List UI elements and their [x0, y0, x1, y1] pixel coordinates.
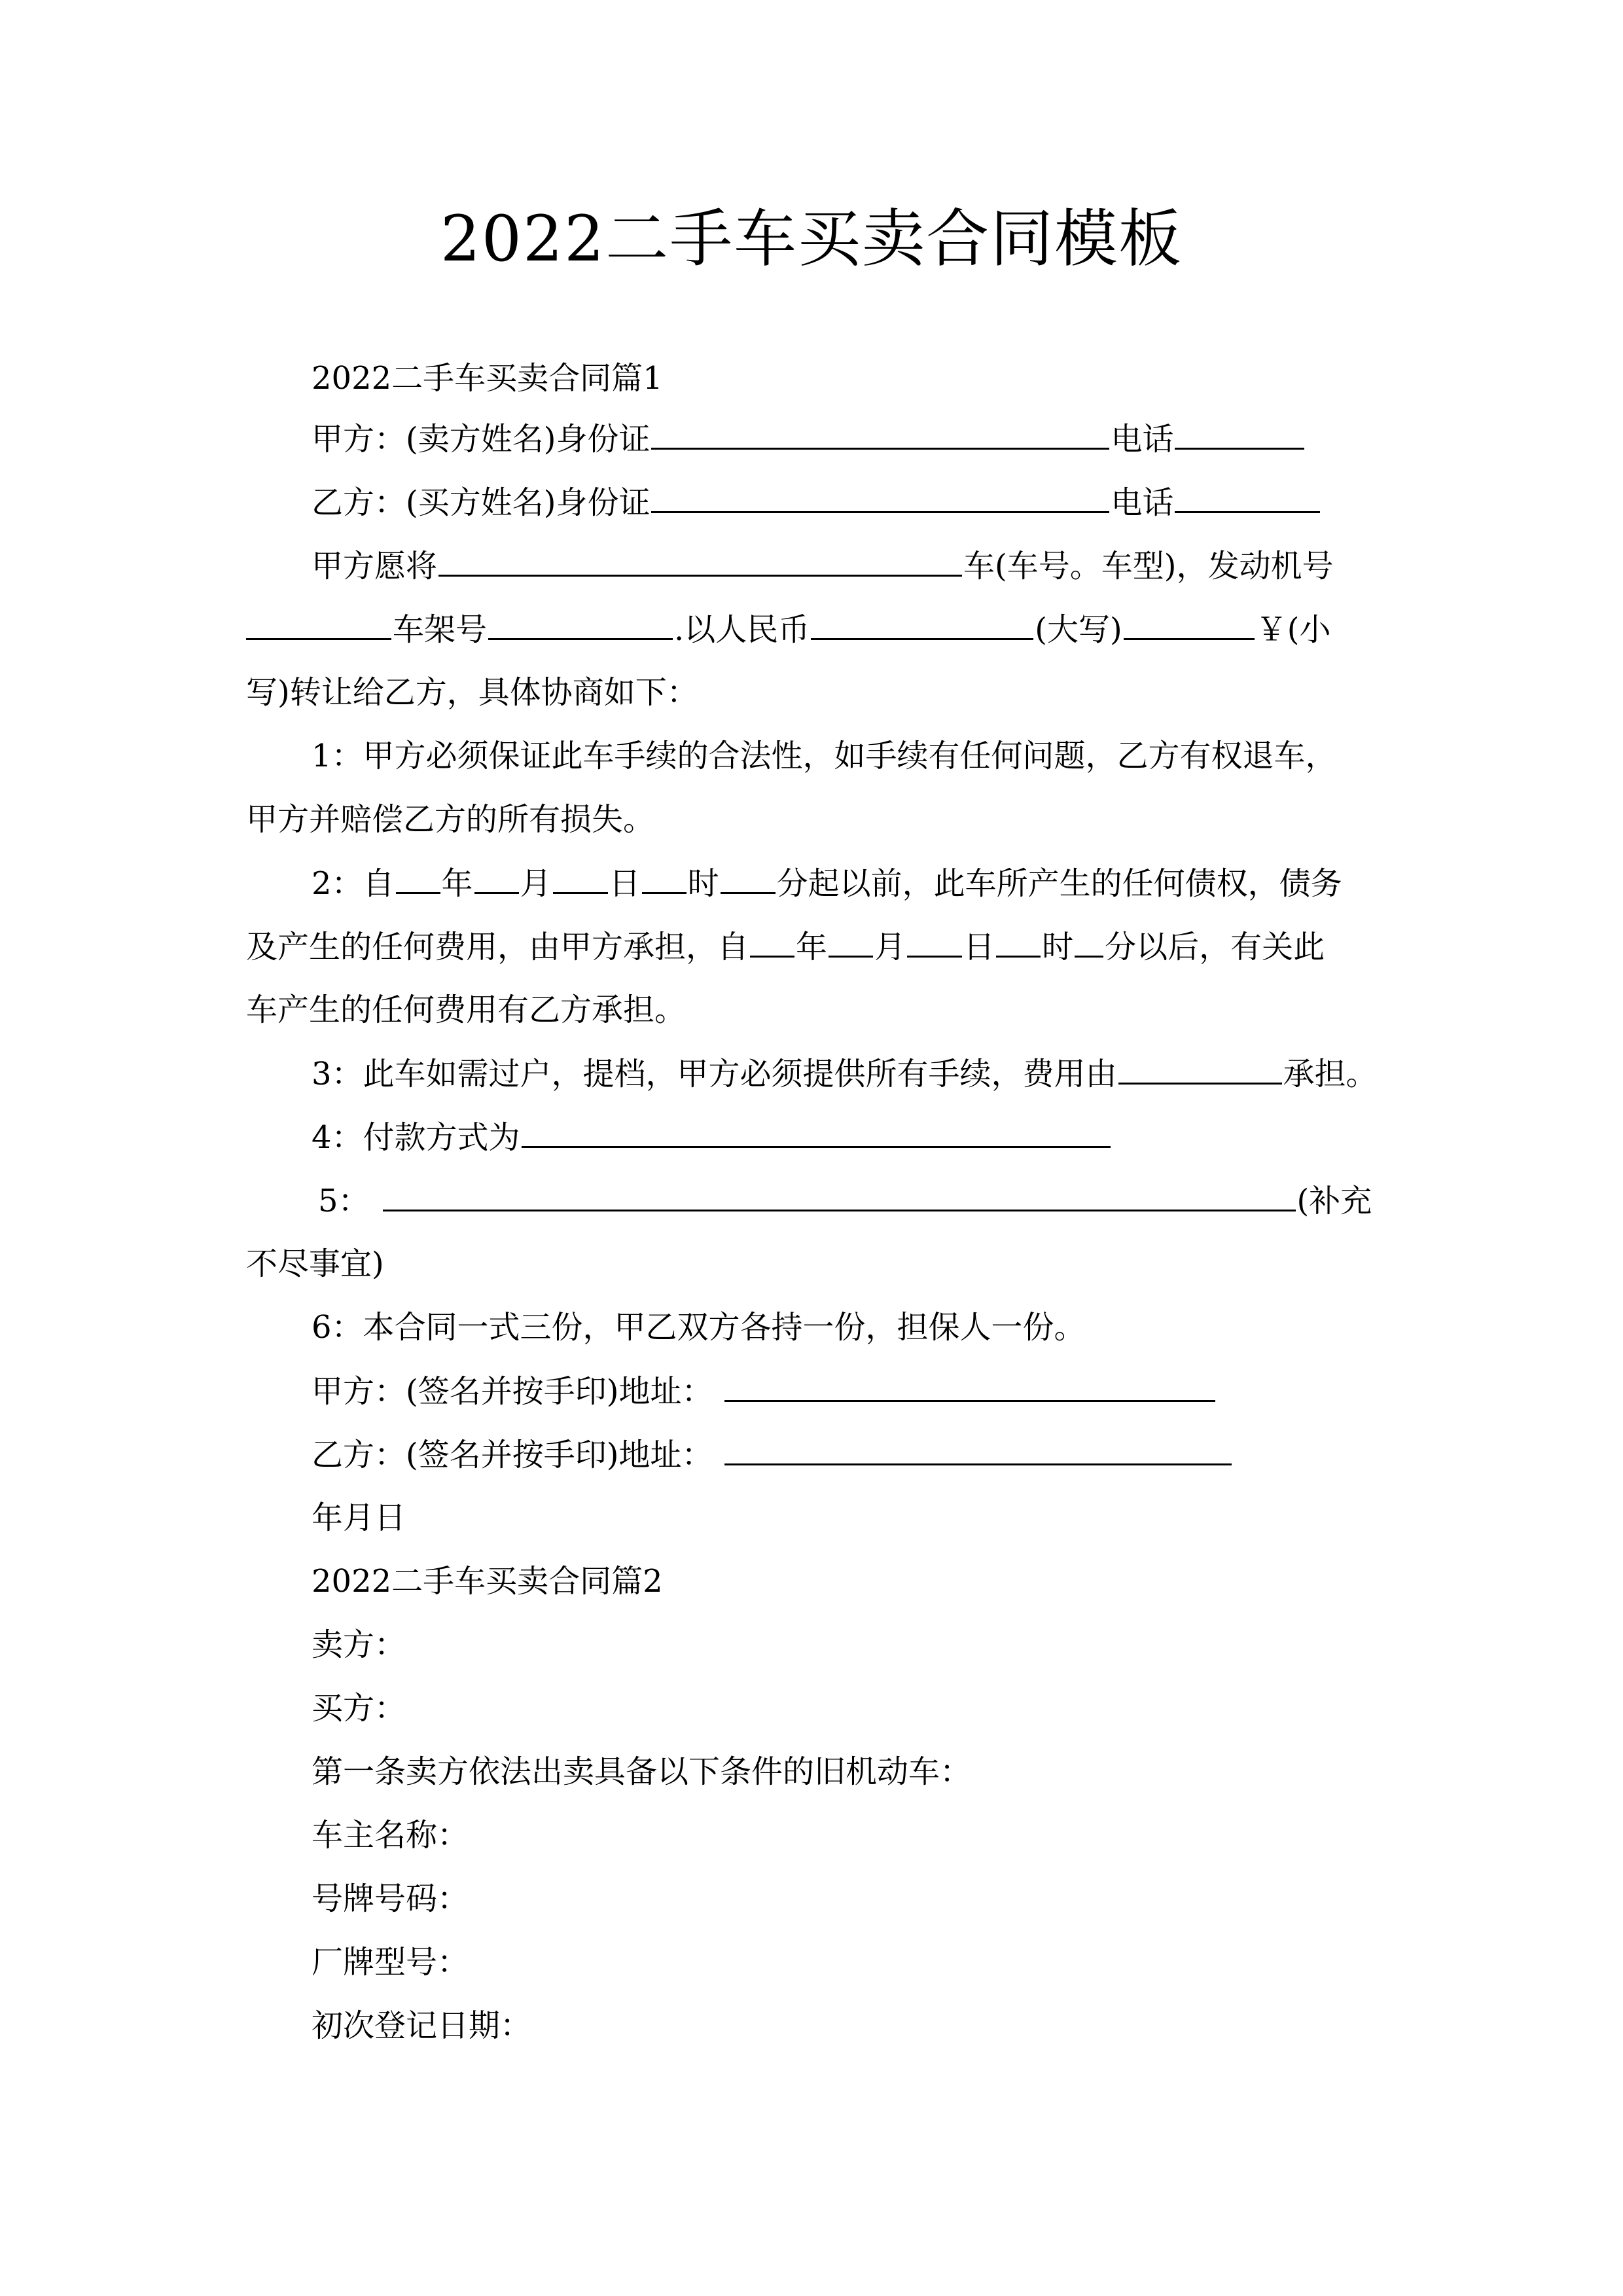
- sign-b-label: 乙方：(签名并按手印)地址：: [312, 1437, 713, 1473]
- clause3-line: [312, 1054, 1444, 1094]
- to-minute-blank[interactable]: [1075, 927, 1103, 958]
- field-plate-number: 号牌号码：: [312, 1880, 469, 1917]
- year-label: 年: [441, 865, 473, 902]
- clause2-line3: 车产生的任何费用有乙方承担。: [246, 992, 687, 1028]
- clause2-line1: [312, 863, 1444, 903]
- to-month-blank[interactable]: [829, 927, 873, 958]
- transfer-text-1: 甲方愿将: [312, 548, 438, 584]
- buyer-line: 买方：: [312, 1690, 406, 1727]
- transfer-text-2: 车(车号。车型)，发动机号: [963, 548, 1334, 584]
- date-line: 年月日: [312, 1499, 406, 1536]
- clause5-line2: 不尽事宜): [246, 1246, 384, 1282]
- party-b-phone-label: 电话: [1111, 484, 1174, 521]
- from-minute-blank[interactable]: [721, 863, 776, 894]
- transfer-line-1: [312, 546, 1444, 586]
- from-year-blank[interactable]: [396, 863, 440, 894]
- engine-no-blank[interactable]: [246, 609, 391, 640]
- clause1-line1: 1：甲方必须保证此车手续的合法性，如手续有任何问题，乙方有权退车，: [312, 738, 1337, 774]
- transfer-text-5: (大写): [1035, 611, 1122, 648]
- sign-a-line: [312, 1371, 1444, 1411]
- hour-label: 时: [1042, 929, 1074, 965]
- party-a-phone-blank[interactable]: [1175, 419, 1304, 450]
- clause5-end: (补充: [1296, 1183, 1372, 1219]
- clause6-line: 6：本合同一式三份，甲乙双方各持一份，担保人一份。: [312, 1309, 1086, 1346]
- section1-heading: 2022二手车买卖合同篇1: [312, 360, 663, 397]
- clause3-text: 3：此车如需过户，提档，甲方必须提供所有手续，费用由: [312, 1056, 1117, 1092]
- transfer-text-3: 车架号: [393, 611, 488, 648]
- clause2-line1-end: 分起以前，此车所产生的任何债权，债务: [776, 865, 1342, 902]
- field-owner-name: 车主名称：: [312, 1817, 469, 1854]
- supplement-blank[interactable]: [383, 1181, 1296, 1211]
- day-label: 日: [609, 865, 641, 902]
- seller-line: 卖方：: [312, 1626, 406, 1663]
- party-a-id-blank[interactable]: [651, 419, 1109, 450]
- to-day-blank[interactable]: [907, 927, 962, 958]
- sign-b-line: [312, 1435, 1444, 1475]
- transfer-text-4: .以人民币: [674, 611, 810, 648]
- party-b-id-blank[interactable]: [651, 482, 1109, 513]
- clause4-line: [312, 1117, 1444, 1157]
- transfer-line-3: 写)转让给乙方，具体协商如下：: [246, 674, 698, 711]
- year-label: 年: [796, 929, 828, 965]
- month-label: 月: [520, 865, 552, 902]
- clause5-text: 5：: [318, 1183, 370, 1219]
- clause1-line2: 甲方并赔偿乙方的所有损失。: [246, 801, 655, 838]
- party-a-line: [312, 419, 1444, 459]
- to-year-blank[interactable]: [750, 927, 794, 958]
- from-month-blank[interactable]: [474, 863, 519, 894]
- field-first-registration-date: 初次登记日期：: [312, 2007, 532, 2044]
- party-b-label: 乙方：(买方姓名)身份证: [312, 484, 651, 521]
- payment-method-blank[interactable]: [522, 1117, 1111, 1148]
- vin-blank[interactable]: [488, 609, 673, 640]
- day-label: 日: [963, 929, 995, 965]
- clause5-line: [318, 1181, 1450, 1221]
- article1-line: 第一条卖方依法出卖具备以下条件的旧机动车：: [312, 1753, 972, 1790]
- document-title: 2022二手车买卖合同模板: [440, 202, 1183, 276]
- party-b-line: [312, 482, 1444, 522]
- clause2-line2-end: 分以后，有关此: [1105, 929, 1325, 965]
- clause3-end: 承担。: [1283, 1056, 1378, 1092]
- from-day-blank[interactable]: [553, 863, 608, 894]
- clause2-line2-start: 及产生的任何费用，由甲方承担，自: [246, 929, 749, 965]
- fee-bearer-blank[interactable]: [1118, 1054, 1282, 1085]
- clause2-line2: [246, 927, 1378, 967]
- amount-numeric-blank[interactable]: [1124, 609, 1255, 640]
- hour-label: 时: [687, 865, 719, 902]
- from-hour-blank[interactable]: [642, 863, 687, 894]
- field-brand-model: 厂牌型号：: [312, 1944, 469, 1981]
- transfer-text-6: ￥(小: [1255, 611, 1331, 648]
- section2-heading: 2022二手车买卖合同篇2: [312, 1563, 663, 1600]
- amount-capital-blank[interactable]: [811, 609, 1033, 640]
- party-a-phone-label: 电话: [1111, 421, 1174, 457]
- party-b-phone-blank[interactable]: [1175, 482, 1320, 513]
- clause2-start: 2：自: [312, 865, 395, 902]
- sign-a-label: 甲方：(签名并按手印)地址：: [312, 1373, 713, 1410]
- party-a-address-blank[interactable]: [724, 1371, 1215, 1402]
- to-hour-blank[interactable]: [996, 927, 1041, 958]
- party-b-address-blank[interactable]: [724, 1435, 1232, 1465]
- clause4-text: 4：付款方式为: [312, 1119, 520, 1156]
- month-label: 月: [874, 929, 906, 965]
- transfer-line-2: [246, 609, 1378, 649]
- party-a-label: 甲方：(卖方姓名)身份证: [312, 421, 651, 457]
- car-blank[interactable]: [438, 546, 962, 577]
